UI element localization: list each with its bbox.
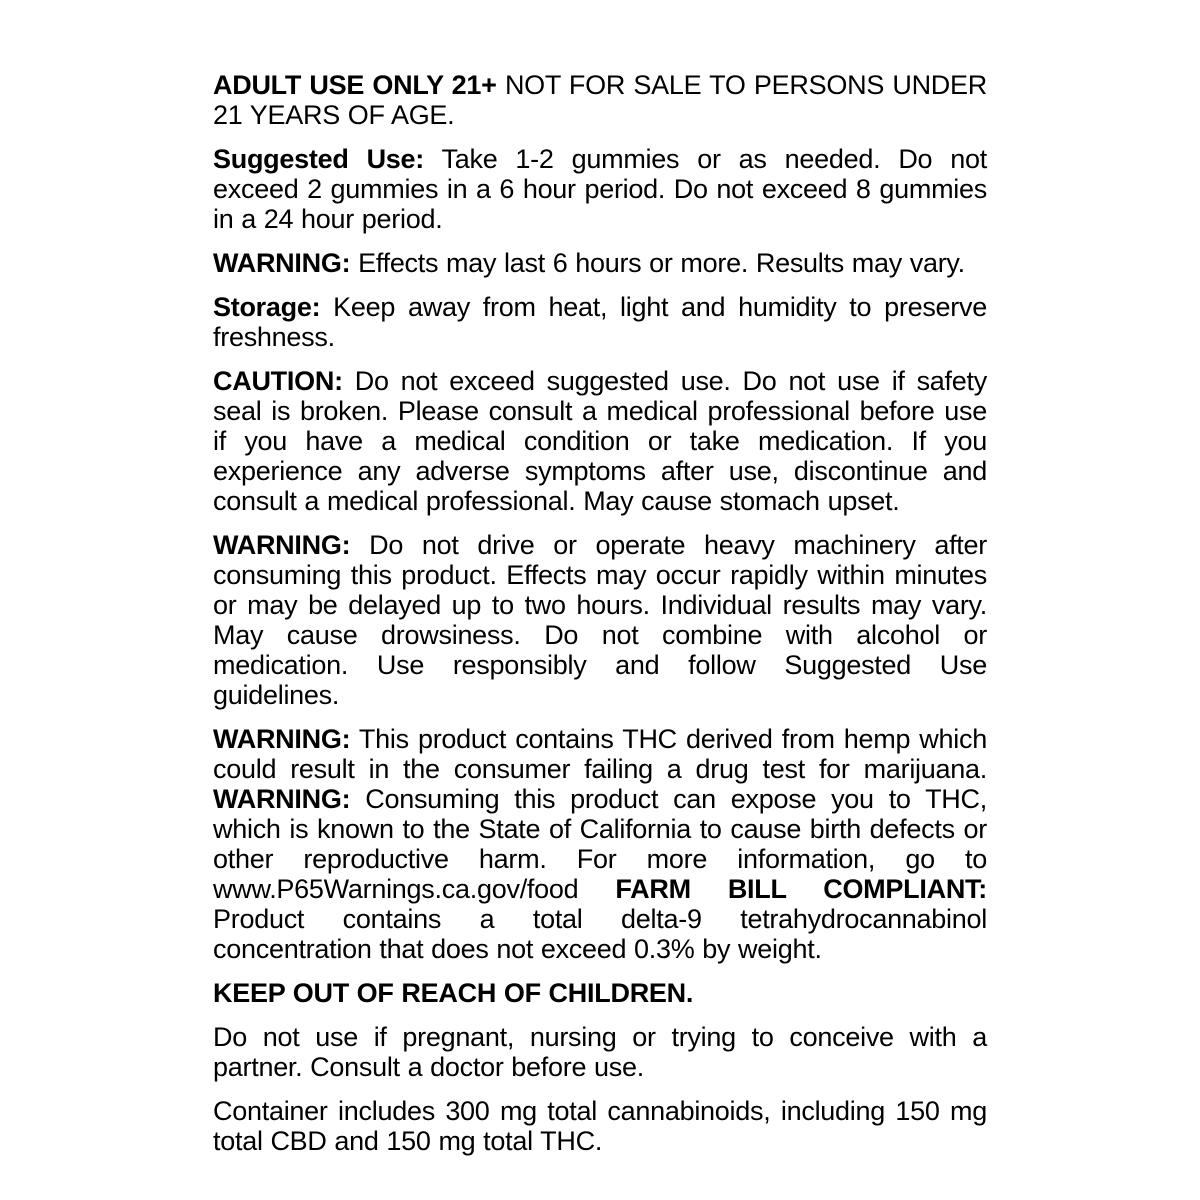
warning-effects-paragraph xyxy=(213,248,987,278)
warning-combo-paragraph xyxy=(213,724,987,964)
keep-out-paragraph xyxy=(213,978,987,1008)
warning-thc-text: This product contains THC derived from hemp which could result in the consumer failing a drug test for marijuana. xyxy=(213,724,987,784)
suggested-use-label: Suggested Use: xyxy=(213,144,425,174)
warning-effects-label: WARNING: xyxy=(213,248,351,278)
adult-use-heading: ADULT USE ONLY 21+ xyxy=(213,70,497,100)
farm-bill-text: Product contains a total delta-9 tetrahydrocannabinol concentration that does not exceed 0.3% by weight. xyxy=(213,904,987,964)
suggested-use-paragraph xyxy=(213,144,987,234)
warning-effects-text: Effects may last 6 hours or more. Results may vary. xyxy=(350,248,965,278)
caution-text: Do not exceed suggested use. Do not use if safety seal is broken. Please consult a medical professional before use if you have a medical condition or take medication. If you experience any adverse symptoms after use, discontinue and consult a medical professional. May cause stomach upset. xyxy=(213,366,987,516)
container-contents-text: Container includes 300 mg total cannabinoids, including 150 mg total CBD and 150 mg total THC. xyxy=(213,1096,987,1156)
warning-thc-label: WARNING: xyxy=(213,724,351,754)
warning-drive-text: Do not drive or operate heavy machinery after consuming this product. Effects may occur rapidly within minutes or may be delayed up to two hours. Individual results may vary. May cause drowsiness. Do not combine with alcohol or medication. Use responsibly and follow Suggested Use guidelines. xyxy=(213,530,987,710)
storage-paragraph xyxy=(213,292,987,352)
pregnancy-text: Do not use if pregnant, nursing or trying to conceive with a partner. Consult a doctor before use. xyxy=(213,1022,987,1082)
product-warning-label xyxy=(213,70,987,1156)
farm-bill-label: FARM BILL COMPLIANT: xyxy=(615,874,988,904)
warning-drive-label: WARNING: xyxy=(213,530,351,560)
keep-out-heading: KEEP OUT OF REACH OF CHILDREN. xyxy=(213,978,694,1008)
container-contents-paragraph xyxy=(213,1096,987,1156)
storage-label: Storage: xyxy=(213,292,321,322)
warning-california-label: WARNING: xyxy=(213,784,351,814)
warning-drive-paragraph xyxy=(213,530,987,710)
caution-paragraph xyxy=(213,366,987,516)
adult-use-text: NOT FOR SALE TO PERSONS UNDER 21 YEARS OF AGE. xyxy=(213,70,988,130)
storage-text: Keep away from heat, light and humidity to preserve freshness. xyxy=(213,292,987,352)
pregnancy-paragraph xyxy=(213,1022,987,1082)
adult-use-paragraph xyxy=(213,70,987,130)
suggested-use-text: Take 1-2 gummies or as needed. Do not exceed 2 gummies in a 6 hour period. Do not exceed 8 gummies in a 24 hour period. xyxy=(213,144,987,234)
caution-label: CAUTION: xyxy=(213,366,343,396)
warning-california-text: Consuming this product can expose you to THC, which is known to the State of California to cause birth defects or other reproductive harm. For more information, go to www.P65Warnings.ca.gov/food xyxy=(213,784,987,904)
